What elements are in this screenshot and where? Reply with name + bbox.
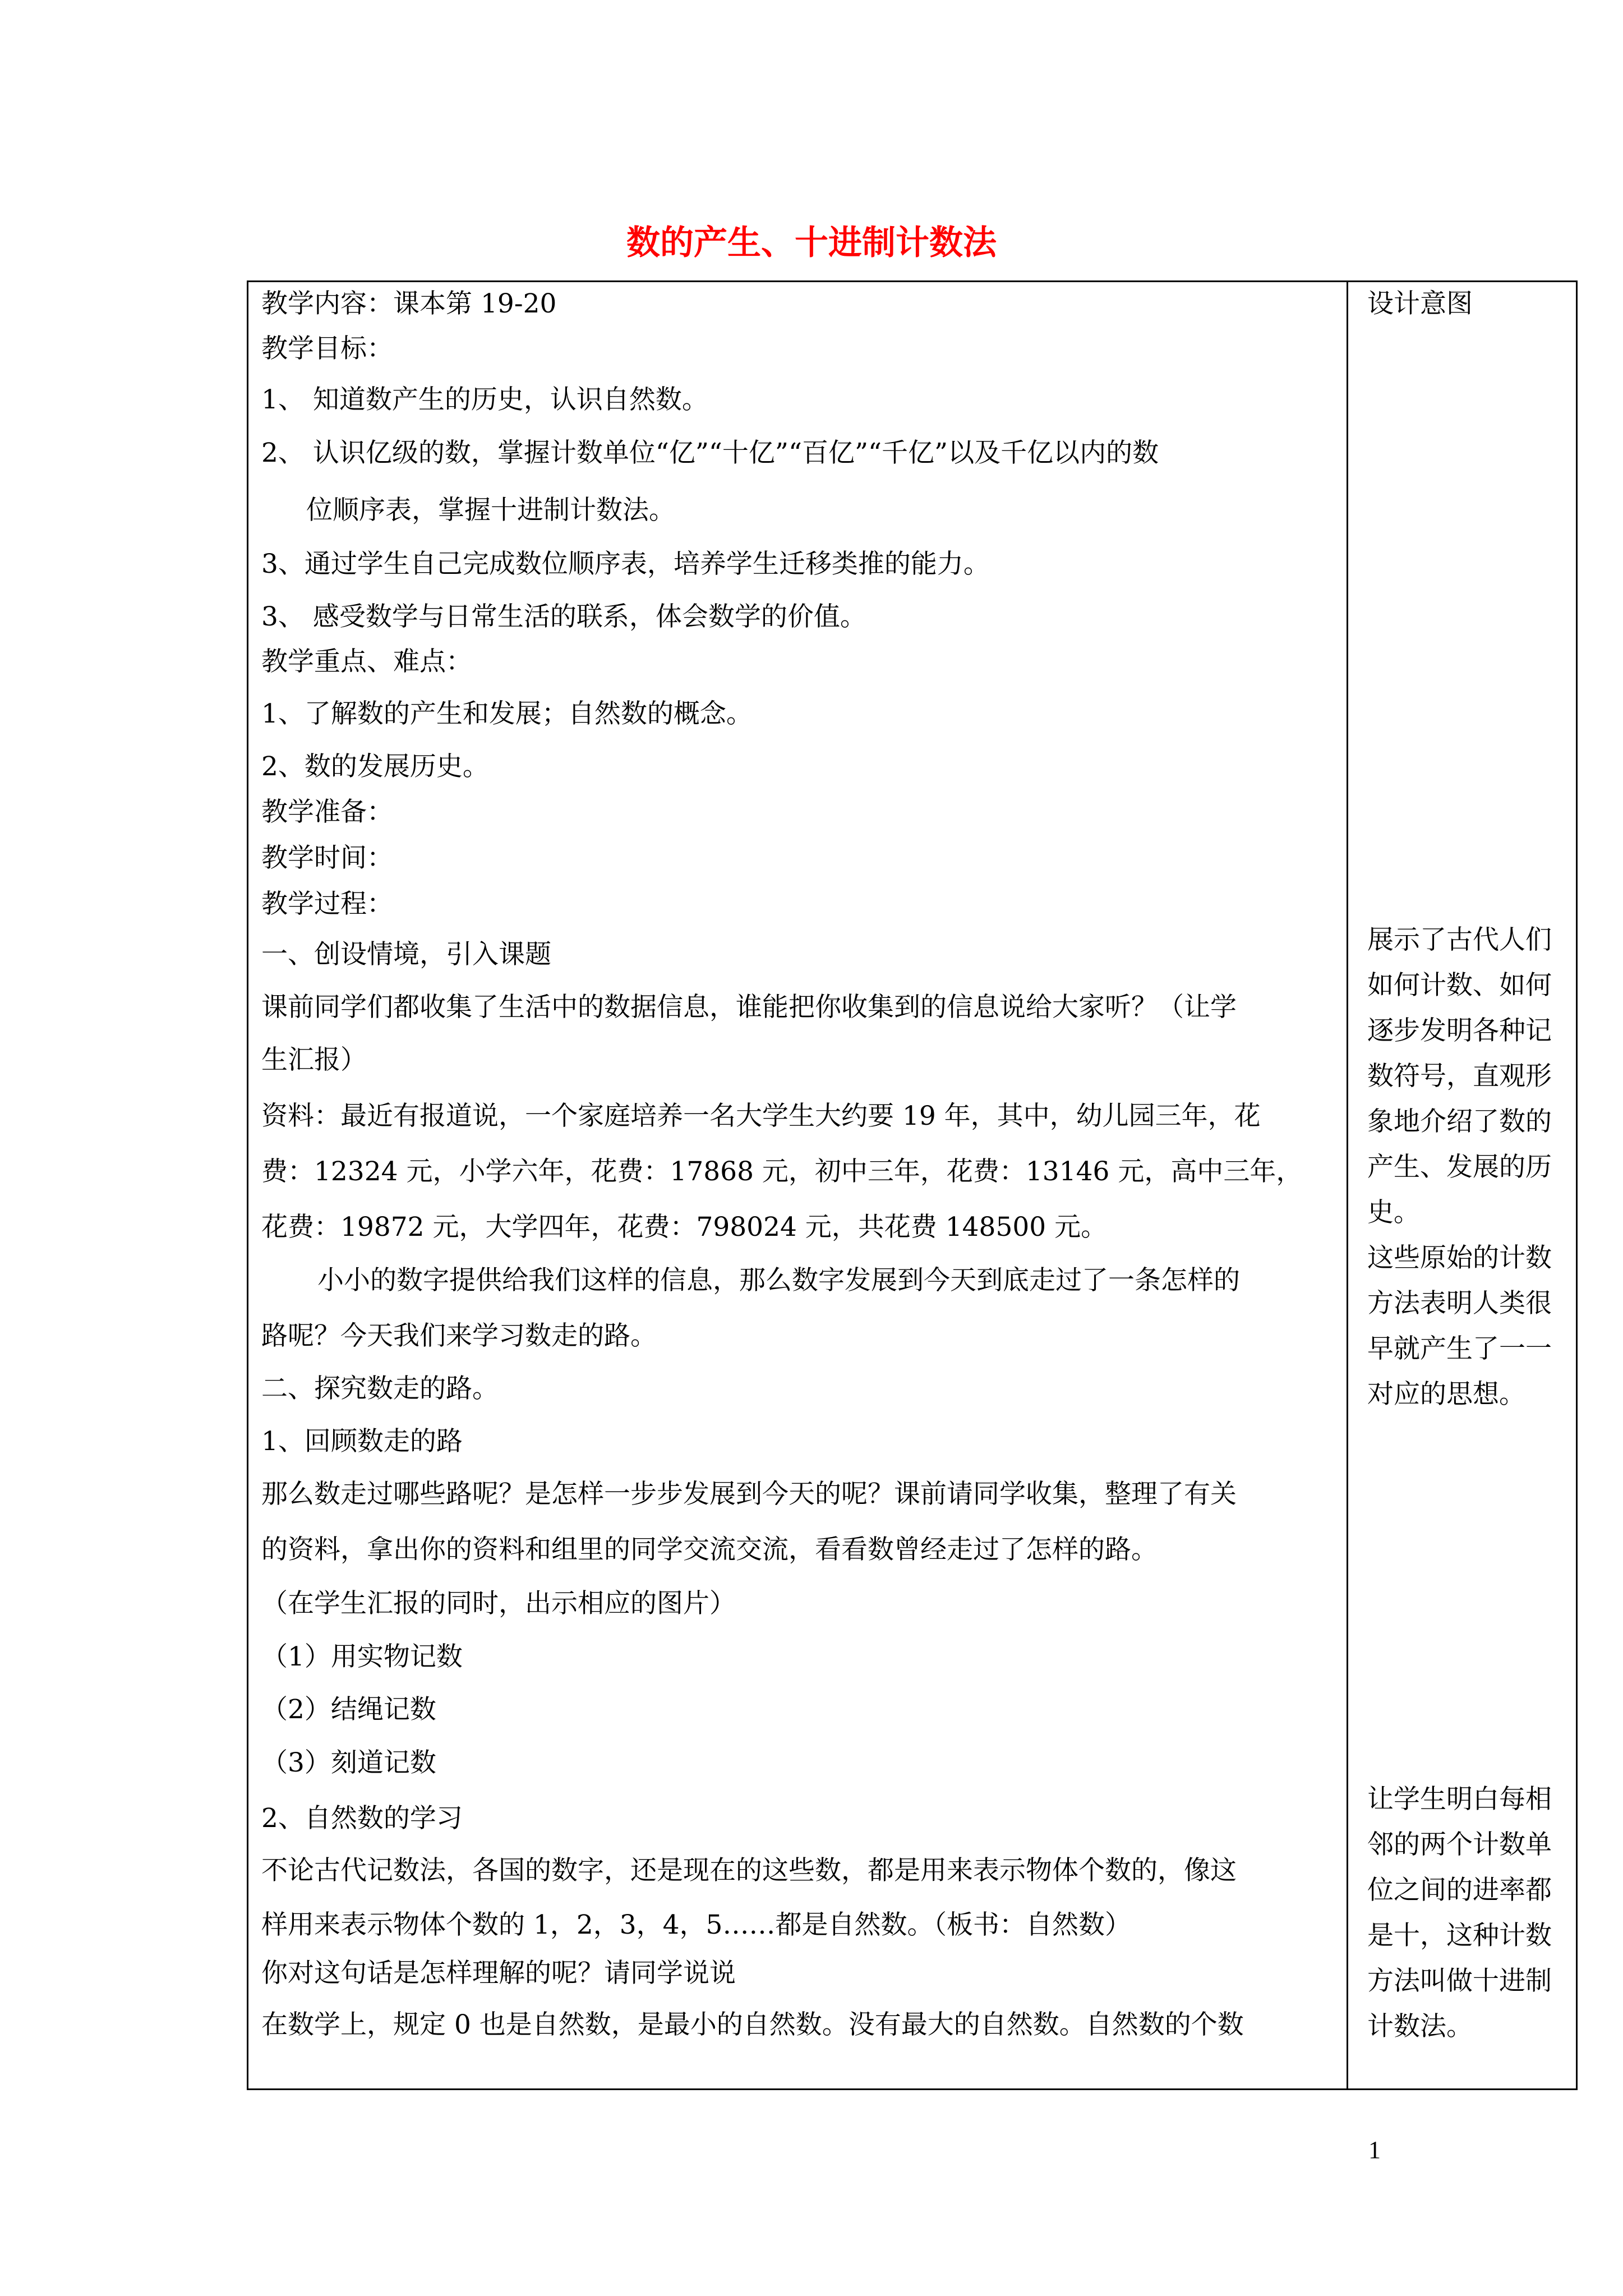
side-line: 史。 — [1367, 1197, 1420, 1228]
main-line: 小小的数字提供给我们这样的信息，那么数字发展到今天到底走过了一条怎样的 — [317, 1265, 1240, 1296]
main-line: 花费：19872 元，大学四年，花费：798024 元，共花费 148500 元。 — [261, 1212, 1108, 1243]
main-line: 1、 知道数产生的历史，认识自然数。 — [261, 384, 708, 415]
main-line: 教学目标： — [261, 333, 393, 364]
main-line: 你对这句话是怎样理解的呢？请同学说说 — [261, 1958, 736, 1989]
side-line: 是十，这种计数 — [1367, 1920, 1552, 1951]
main-line: 那么数走过哪些路呢？是怎样一步步发展到今天的呢？课前请同学收集，整理了有关 — [261, 1479, 1237, 1510]
side-heading: 设计意图 — [1367, 288, 1473, 319]
main-line: （1）用实物记数 — [261, 1641, 463, 1672]
main-line: 教学准备： — [261, 797, 393, 827]
main-line: 教学重点、难点： — [261, 646, 472, 677]
main-line: 不论古代记数法，各国的数字，还是现在的这些数，都是用来表示物体个数的，像这 — [261, 1855, 1237, 1886]
side-line: 数符号，直观形 — [1367, 1061, 1552, 1092]
page-number: 1 — [1368, 2136, 1381, 2164]
main-line: 1、回顾数走的路 — [261, 1426, 463, 1457]
main-line: 3、 感受数学与日常生活的联系，体会数学的价值。 — [261, 601, 866, 632]
side-line: 计数法。 — [1367, 2011, 1473, 2042]
main-line: 生汇报） — [261, 1045, 367, 1075]
side-line: 位之间的进率都 — [1367, 1875, 1552, 1906]
page-title: 数的产生、十进制计数法 — [626, 223, 997, 263]
main-line: 2、 认识亿级的数，掌握计数单位“亿”“十亿”“百亿”“千亿”以及千亿以内的数 — [261, 438, 1159, 468]
main-line: 位顺序表，掌握十进制计数法。 — [306, 495, 675, 526]
main-line: 在数学上，规定 0 也是自然数，是最小的自然数。没有最大的自然数。自然数的个数 — [261, 2009, 1244, 2040]
side-line: 逐步发明各种记 — [1367, 1015, 1552, 1046]
main-line: 教学时间： — [261, 843, 393, 873]
main-line: 的资料，拿出你的资料和组里的同学交流交流，看看数曾经走过了怎样的路。 — [261, 1534, 1158, 1565]
main-line: 路呢？今天我们来学习数走的路。 — [261, 1320, 657, 1351]
main-line: 3、通过学生自己完成数位顺序表，培养学生迁移类推的能力。 — [261, 549, 990, 579]
side-line: 让学生明白每相 — [1367, 1784, 1552, 1815]
main-line: 二、探究数走的路。 — [261, 1373, 499, 1404]
side-line: 如何计数、如何 — [1367, 970, 1552, 1001]
main-line: 1、了解数的产生和发展；自然数的概念。 — [261, 698, 753, 729]
main-line: 2、数的发展历史。 — [261, 751, 489, 782]
column-divider — [1347, 280, 1348, 2090]
main-line: （在学生汇报的同时，出示相应的图片） — [261, 1588, 736, 1619]
main-line: 教学过程： — [261, 889, 393, 919]
side-line: 象地介绍了数的 — [1367, 1106, 1552, 1137]
side-line: 这些原始的计数 — [1367, 1243, 1552, 1273]
main-line: （2）结绳记数 — [261, 1694, 436, 1725]
side-line: 方法叫做十进制 — [1367, 1966, 1552, 1996]
side-line: 方法表明人类很 — [1367, 1288, 1552, 1319]
main-line: 资料：最近有报道说，一个家庭培养一名大学生大约要 19 年，其中，幼儿园三年，花 — [261, 1101, 1261, 1131]
main-line: （3）刻道记数 — [261, 1747, 436, 1778]
side-line: 产生、发展的历 — [1367, 1152, 1552, 1182]
main-line: 费：12324 元，小学六年，花费：17868 元，初中三年，花费：13146 元，高中三年， — [261, 1156, 1303, 1187]
main-line: 2、自然数的学习 — [261, 1803, 463, 1834]
side-line: 对应的思想。 — [1367, 1379, 1525, 1410]
main-line: 样用来表示物体个数的 1，2，3，4，5……都是自然数。（板书：自然数） — [261, 1910, 1131, 1940]
main-line: 课前同学们都收集了生活中的数据信息，谁能把你收集到的信息说给大家听？（让学 — [261, 992, 1237, 1023]
side-line: 早就产生了一一 — [1367, 1333, 1552, 1364]
side-line: 展示了古代人们 — [1367, 924, 1552, 955]
side-line: 邻的两个计数单 — [1367, 1829, 1552, 1860]
main-line: 一、创设情境，引入课题 — [261, 939, 551, 970]
main-line: 教学内容：课本第 19-20 — [261, 288, 557, 319]
